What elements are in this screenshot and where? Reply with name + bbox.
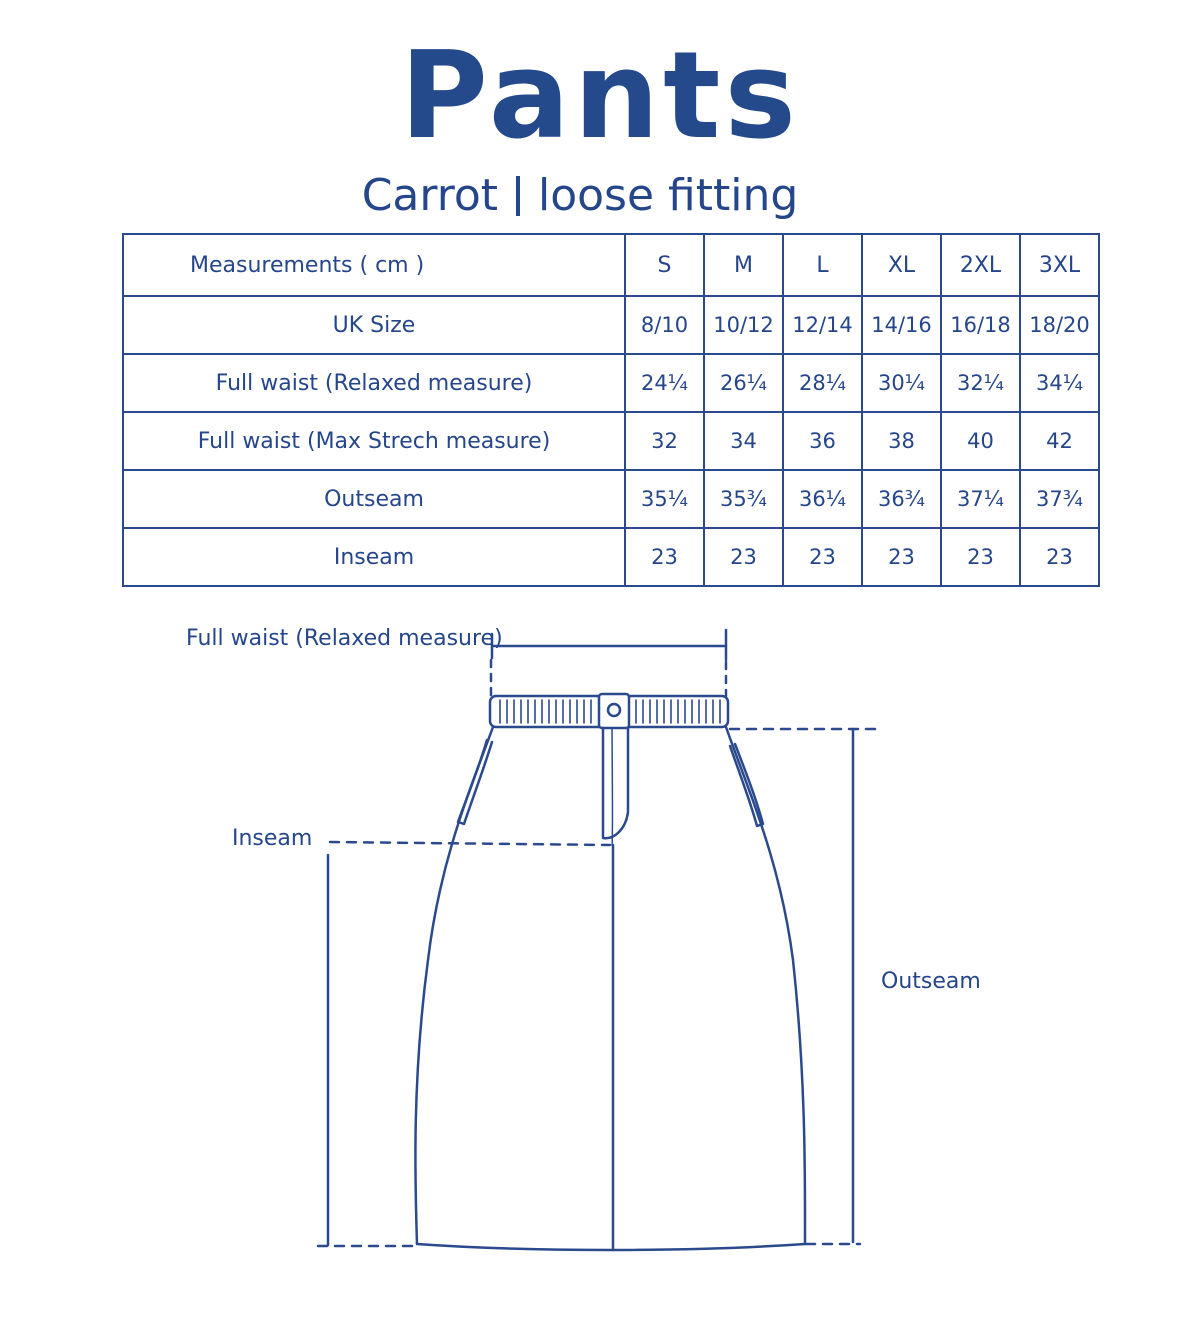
row-label: Outseam xyxy=(123,470,625,528)
table-cell: 36¾ xyxy=(862,470,941,528)
size-header: XL xyxy=(862,234,941,296)
fly-stitching xyxy=(603,728,628,838)
table-header-label: Measurements ( cm ) xyxy=(123,234,625,296)
row-label: Full waist (Max Strech measure) xyxy=(123,412,625,470)
row-label: Inseam xyxy=(123,528,625,586)
table-cell: 32 xyxy=(625,412,704,470)
size-header: L xyxy=(783,234,862,296)
table-cell: 35¼ xyxy=(625,470,704,528)
table-cell: 30¼ xyxy=(862,354,941,412)
size-header: 2XL xyxy=(941,234,1020,296)
table-cell: 34 xyxy=(704,412,783,470)
table-cell: 23 xyxy=(625,528,704,586)
size-header: S xyxy=(625,234,704,296)
subtitle-fit: loose fitting xyxy=(537,170,799,221)
table-cell: 37¾ xyxy=(1020,470,1099,528)
table-cell: 32¼ xyxy=(941,354,1020,412)
size-header: M xyxy=(704,234,783,296)
pants-outline xyxy=(415,694,805,1250)
table-cell: 34¼ xyxy=(1020,354,1099,412)
pants-hem xyxy=(417,1244,805,1250)
waist-label: Full waist (Relaxed measure) xyxy=(186,626,503,651)
inseam-guide-top xyxy=(330,842,610,845)
table-cell: 37¼ xyxy=(941,470,1020,528)
table-cell: 23 xyxy=(862,528,941,586)
table-cell: 24¼ xyxy=(625,354,704,412)
button-tab xyxy=(599,694,629,728)
table-cell: 23 xyxy=(941,528,1020,586)
table-cell: 38 xyxy=(862,412,941,470)
table-cell: 23 xyxy=(1020,528,1099,586)
table-cell: 18/20 xyxy=(1020,296,1099,354)
inseam-measure-line xyxy=(318,842,610,1246)
table-cell: 23 xyxy=(783,528,862,586)
table-cell: 23 xyxy=(704,528,783,586)
row-label: Full waist (Relaxed measure) xyxy=(123,354,625,412)
pants-left-side xyxy=(415,727,493,1244)
table-cell: 8/10 xyxy=(625,296,704,354)
pants-right-side xyxy=(726,727,805,1244)
inseam-label: Inseam xyxy=(232,826,313,851)
row-label: UK Size xyxy=(123,296,625,354)
table-cell: 36 xyxy=(783,412,862,470)
left-pocket xyxy=(458,740,492,824)
size-header: 3XL xyxy=(1020,234,1099,296)
table-cell: 16/18 xyxy=(941,296,1020,354)
table-cell: 10/12 xyxy=(704,296,783,354)
outseam-label: Outseam xyxy=(881,969,981,994)
table-cell: 14/16 xyxy=(862,296,941,354)
table-cell: 40 xyxy=(941,412,1020,470)
table-cell: 36¼ xyxy=(783,470,862,528)
subtitle-style: Carrot xyxy=(361,170,498,221)
table-cell: 12/14 xyxy=(783,296,862,354)
table-cell: 35¾ xyxy=(704,470,783,528)
table-cell: 28¼ xyxy=(783,354,862,412)
table-cell: 42 xyxy=(1020,412,1099,470)
waist-measure-line xyxy=(491,630,726,696)
table-cell: 26¼ xyxy=(704,354,783,412)
page-title: Pants xyxy=(400,27,800,166)
